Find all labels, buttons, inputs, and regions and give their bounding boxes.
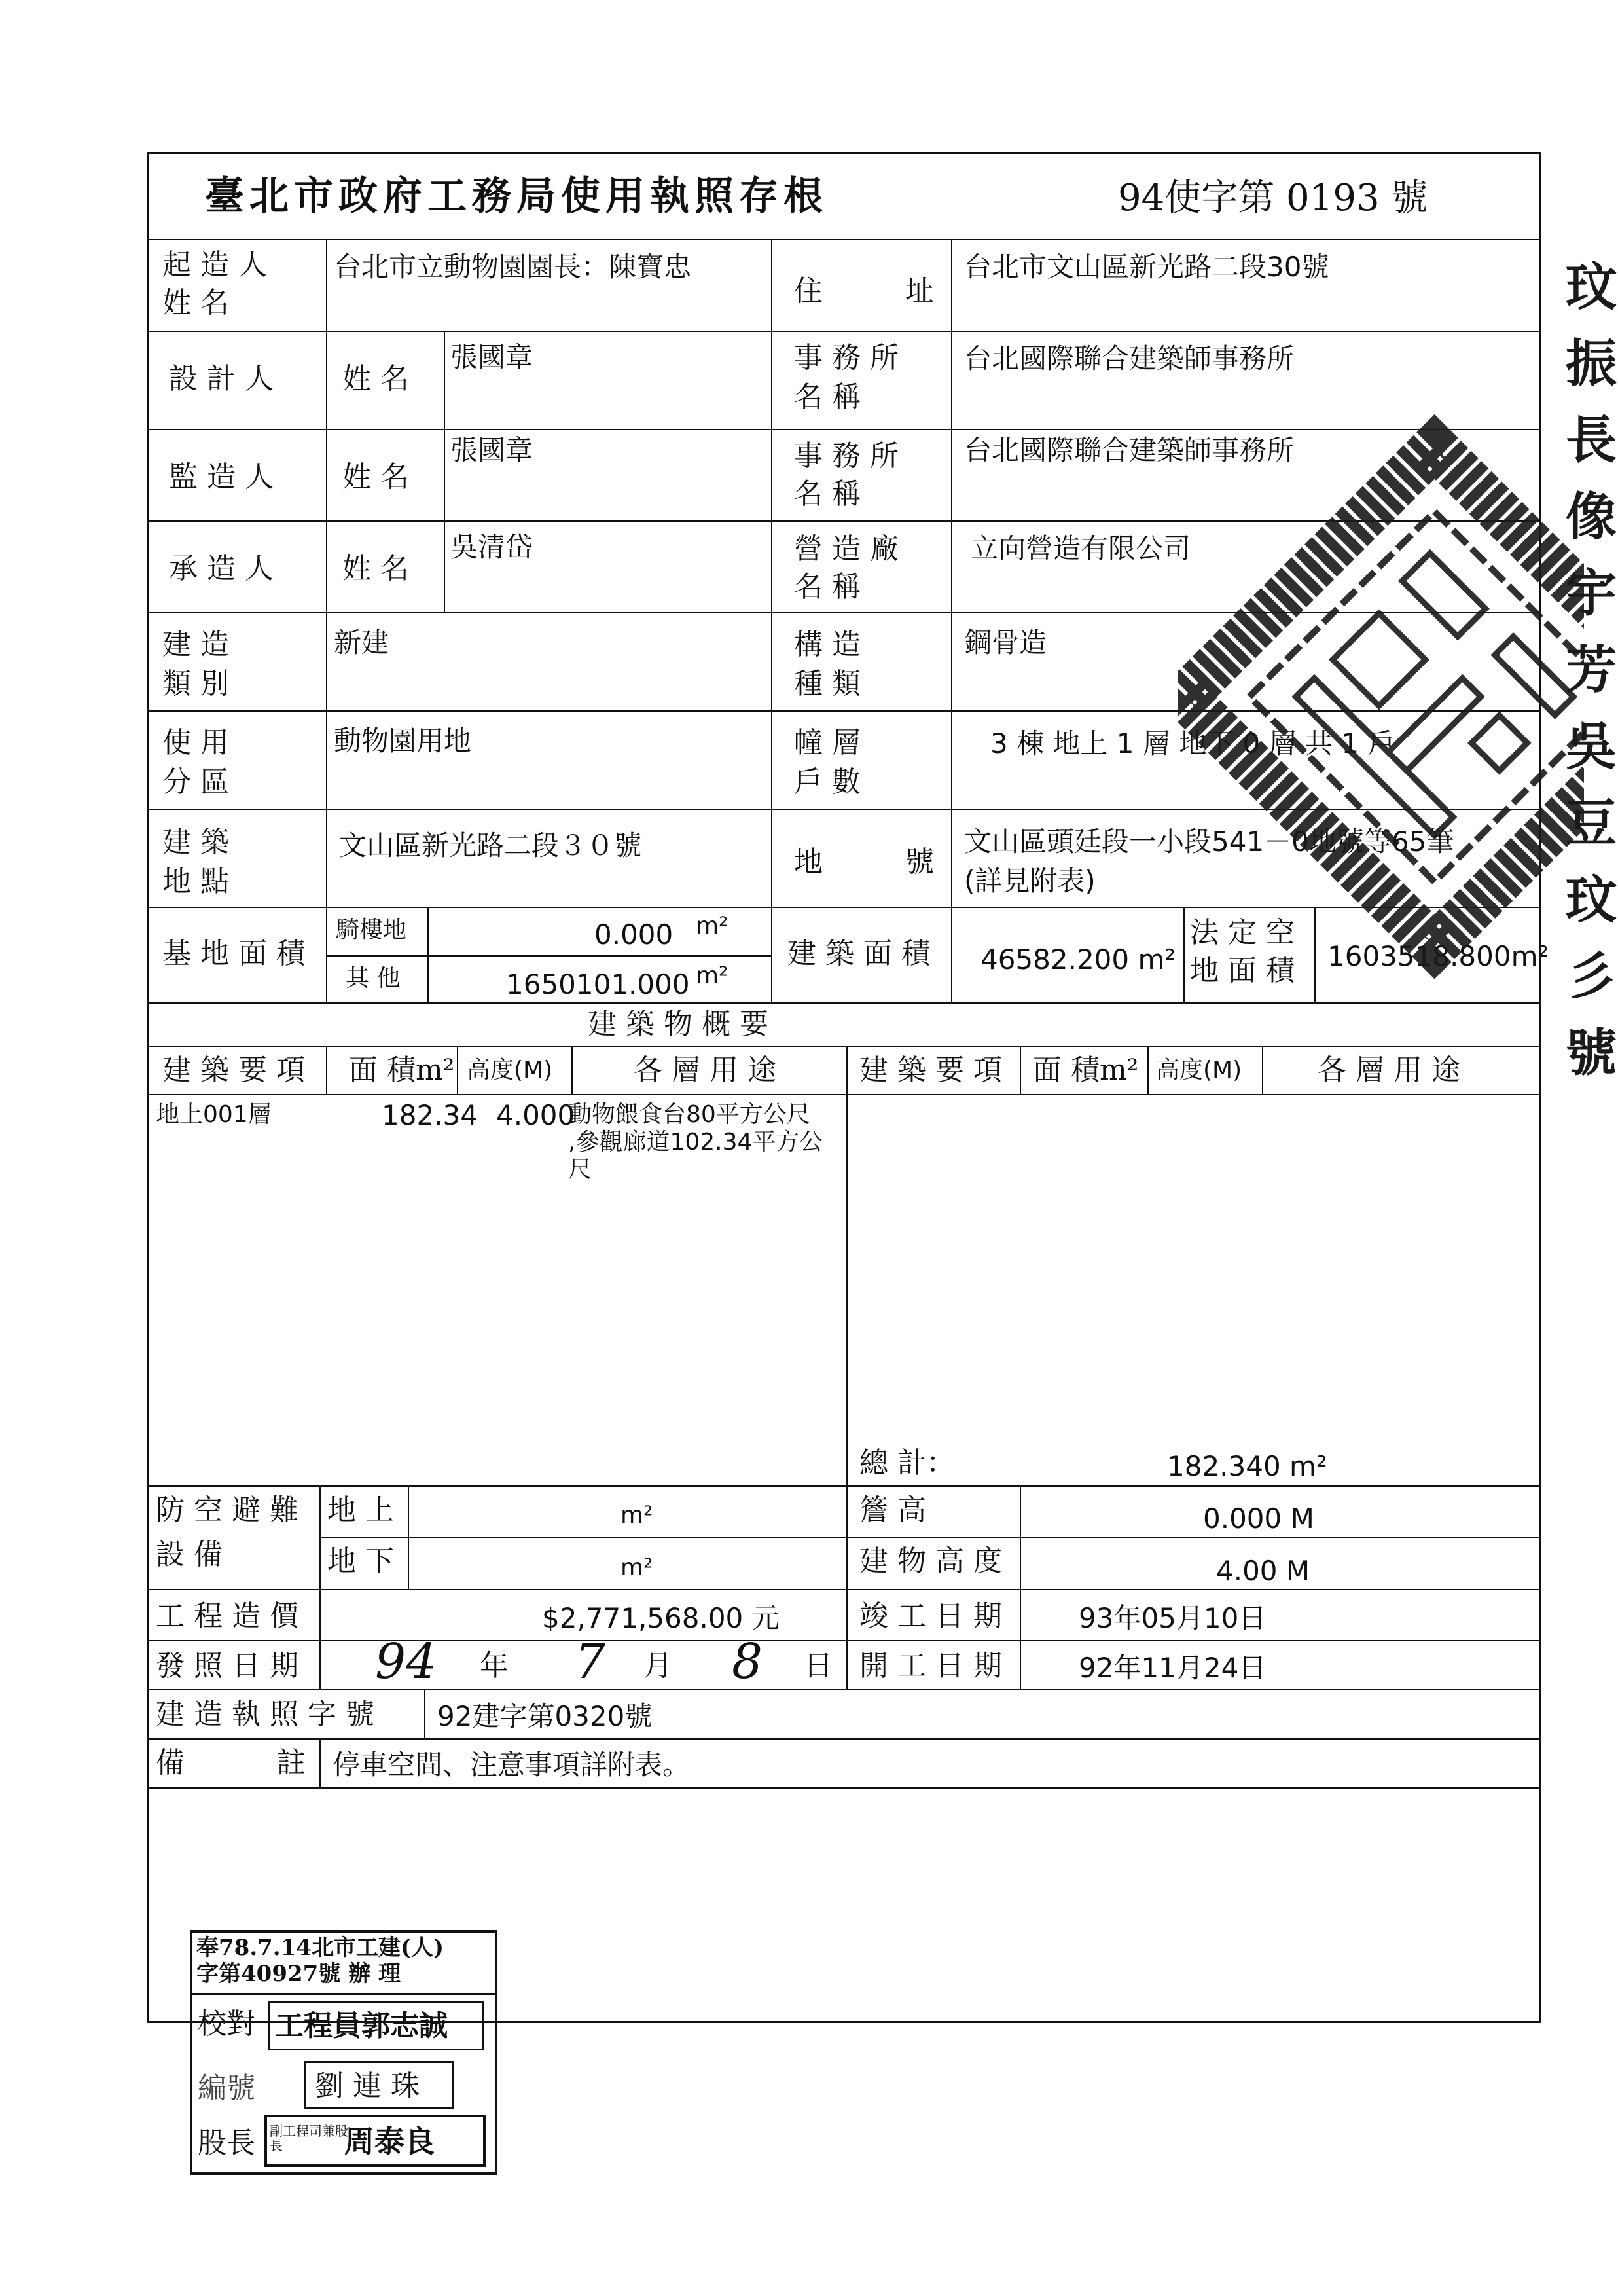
shelter-above-label: 地 上 [327, 1493, 394, 1527]
overview-header-item-right: 建 築 要 項 [859, 1053, 1002, 1087]
structure-value: 鋼骨造 [964, 627, 1047, 659]
rule [149, 1640, 1539, 1641]
completion-value: 93年05月10日 [1079, 1602, 1267, 1634]
contractor-firm-label-2: 名 稱 [794, 570, 861, 604]
remarks-value: 停車空間、注意事項詳附表。 [333, 1749, 691, 1781]
stamp-chief-prefix: 副工程司兼股長 [270, 2123, 348, 2153]
stamp-line2: 字第40927號 辦 理 [196, 1961, 401, 1987]
seal-glyphs [1291, 553, 1573, 835]
shelter-above-unit: m² [620, 1502, 653, 1529]
start-label: 開 工 日 期 [859, 1649, 1002, 1683]
overview-title: 建 築 物 概 要 [588, 1008, 768, 1041]
address-label-1: 住 [794, 274, 823, 308]
location-label-1: 建 築 [162, 826, 229, 859]
floor-use-3: 尺 [568, 1156, 592, 1183]
rule [149, 1094, 1539, 1095]
designer-value: 張國章 [450, 341, 533, 373]
overview-header-height-right: 高度(M) [1156, 1057, 1242, 1084]
rule [319, 1738, 321, 1787]
rule [771, 239, 772, 1002]
floor-use-1: 動物餵食台80平方公尺 [568, 1101, 810, 1128]
start-value: 92年11月24日 [1079, 1652, 1267, 1684]
lot-value-1: 文山區頭廷段一小段541－0地號等65筆 [964, 826, 1454, 858]
open-space-label-1: 法 定 空 [1190, 916, 1295, 949]
stamp-chief-label: 股長 [198, 2126, 255, 2160]
stamp-chief-value: 周泰良 [344, 2124, 435, 2159]
overview-header-use-left: 各 層 用 途 [634, 1053, 776, 1087]
issue-month-char: 月 [643, 1649, 672, 1683]
rule [846, 1485, 848, 1689]
location-value: 文山區新光路二段３０號 [339, 829, 642, 862]
zoning-label-2: 分 區 [162, 765, 229, 799]
stamp-line1: 奉78.7.14北市工建(人) [196, 1935, 444, 1961]
rule [1020, 1046, 1021, 1094]
other-label: 其 他 [346, 965, 401, 992]
rule [444, 331, 445, 612]
eave-value: 0.000 M [1203, 1503, 1314, 1535]
floors-label-1: 幢 層 [794, 726, 861, 759]
build-type-label-1: 建 造 [162, 628, 229, 661]
rule [192, 1993, 495, 1995]
stamp-number-label: 編號 [198, 2071, 255, 2105]
form-title: 臺北市政府工務局使用執照存根 [205, 173, 828, 219]
arcade-label: 騎樓地 [336, 917, 407, 943]
rule [571, 1046, 573, 1094]
side-stamp-text: 玟 振 長 像 宇 芳 吳 豆 玟 彡 號 [1566, 257, 1617, 1083]
floor-label: 地上001層 [156, 1101, 272, 1128]
permit-ref-label: 建 造 執 照 字 號 [156, 1698, 374, 1731]
issue-day: 8 [732, 1633, 763, 1690]
remarks-label-2: 註 [277, 1746, 306, 1779]
rule [424, 1689, 425, 1738]
rule [149, 1738, 1539, 1740]
stamp-chief-box [264, 2115, 486, 2167]
contractor-firm-label-1: 營 造 廠 [794, 532, 899, 566]
build-type-value: 新建 [334, 627, 389, 659]
issue-day-char: 日 [804, 1649, 833, 1683]
floor-area: 182.34 [382, 1099, 478, 1131]
lot-label-1: 地 [794, 845, 823, 879]
contractor-firm-value: 立向營造有限公司 [971, 532, 1191, 564]
overview-header-area-left: 面 積m² [349, 1053, 455, 1087]
completion-label: 竣 工 日 期 [859, 1599, 1002, 1633]
address-value: 台北市文山區新光路二段30號 [964, 251, 1329, 283]
rule [427, 907, 429, 1002]
supervisor-office-value: 台北國際聯合建築師事務所 [964, 434, 1295, 466]
supervisor-label: 監 造 人 [169, 460, 274, 494]
contractor-name-label: 姓 名 [342, 552, 409, 585]
stamp-number-box [304, 2061, 454, 2109]
cost-label: 工 程 造 價 [156, 1599, 298, 1633]
zoning-label-1: 使 用 [162, 726, 229, 759]
contractor-label: 承 造 人 [169, 552, 274, 585]
floors-label-2: 戶 數 [794, 765, 861, 799]
applicant-value: 台北市立動物園園長：陳寶忠 [334, 251, 692, 283]
stamp-check-box [268, 2001, 484, 2050]
rule [319, 1485, 321, 1589]
designer-office-label-1: 事 務 所 [794, 341, 899, 374]
permit-number: 94使字第 0193 號 [1118, 177, 1428, 219]
shelter-below-unit: m² [620, 1554, 653, 1581]
overview-header-item-left: 建 築 要 項 [162, 1053, 305, 1087]
location-label-2: 地 點 [162, 865, 229, 898]
rule [149, 1589, 1539, 1590]
cost-value: $2,771,568.00 元 [542, 1602, 780, 1634]
applicant-label-2: 姓 名 [162, 286, 229, 319]
supervisor-office-label-2: 名 稱 [794, 477, 861, 511]
rule [326, 239, 327, 1002]
remarks-label-1: 備 [156, 1746, 185, 1779]
designer-office-label-2: 名 稱 [794, 380, 861, 414]
rule [149, 1485, 1539, 1487]
rule [149, 1787, 1539, 1789]
rule [951, 239, 952, 1002]
stamp-number-value: 劉 連 珠 [315, 2069, 420, 2103]
address-label-2: 址 [905, 274, 934, 308]
rule [149, 1689, 1539, 1690]
rule [149, 239, 1539, 240]
rule [457, 1046, 458, 1094]
lot-label-2: 號 [905, 845, 934, 879]
stamp-check-value: 工程員郭志誠 [275, 2009, 448, 2043]
floor-height: 4.000 [496, 1099, 575, 1131]
total-value: 182.340 m² [1167, 1450, 1327, 1482]
shelter-label-1: 防 空 避 難 [156, 1493, 298, 1527]
supervisor-name-label: 姓 名 [342, 460, 409, 494]
supervisor-office-label-1: 事 務 所 [794, 439, 899, 473]
build-type-label-2: 類 別 [162, 667, 229, 701]
issue-year: 94 [375, 1633, 437, 1690]
issue-year-char: 年 [480, 1649, 509, 1683]
applicant-label-1: 起 造 人 [162, 248, 267, 282]
lot-value-2: (詳見附表) [964, 865, 1096, 897]
site-area-label: 基 地 面 積 [162, 937, 305, 970]
stamp-check-label: 校對 [198, 2007, 255, 2041]
eave-label: 簷 高 [859, 1493, 926, 1527]
open-space-label-2: 地 面 積 [1190, 954, 1295, 987]
contractor-value: 吳清岱 [450, 531, 533, 563]
structure-label-1: 構 造 [794, 628, 861, 661]
other-unit: m² [696, 962, 728, 989]
issue-label: 發 照 日 期 [156, 1649, 298, 1683]
designer-office-value: 台北國際聯合建築師事務所 [964, 342, 1295, 374]
overview-header-use-right: 各 層 用 途 [1318, 1053, 1460, 1087]
height-value: 4.00 M [1216, 1555, 1310, 1587]
zoning-value: 動物園用地 [334, 725, 472, 757]
designer-label: 設 計 人 [169, 362, 274, 395]
floors-value: 3 棟 地上 1 層 地下 0 層 共 1 戶 [990, 727, 1395, 759]
building-area-label: 建 築 面 積 [787, 937, 930, 970]
arcade-value: 0.000 [594, 919, 674, 951]
designer-name-label: 姓 名 [342, 362, 409, 395]
rule [1147, 1046, 1149, 1094]
permit-ref-value: 92建字第0320號 [437, 1700, 653, 1732]
overview-header-area-right: 面 積m² [1033, 1053, 1139, 1087]
issue-month: 7 [575, 1633, 606, 1690]
rule [846, 1046, 848, 1485]
approval-stamp [190, 1930, 497, 2175]
side-stamp-characters [1566, 249, 1618, 1820]
height-label: 建 物 高 度 [859, 1544, 1002, 1578]
floor-use-2: ,參觀廊道102.34平方公 [568, 1129, 823, 1156]
rule [319, 1537, 1539, 1538]
rule [326, 955, 771, 957]
structure-label-2: 種 類 [794, 667, 861, 701]
official-seal [1178, 282, 1584, 1093]
other-value: 1650101.000 [506, 968, 690, 1000]
supervisor-value: 張國章 [450, 434, 533, 466]
rule [408, 1485, 409, 1589]
rule [319, 1589, 321, 1689]
open-space-value: 1603518.800m² [1327, 940, 1549, 972]
rule [1020, 1485, 1021, 1689]
total-label: 總 計： [859, 1446, 955, 1480]
shelter-below-label: 地 下 [327, 1544, 394, 1578]
arcade-unit: m² [696, 913, 728, 939]
overview-header-height-left: 高度(M) [467, 1057, 553, 1084]
building-area-value: 46582.200 m² [980, 943, 1176, 975]
shelter-label-2: 設 備 [156, 1538, 223, 1571]
rule [326, 1046, 327, 1094]
